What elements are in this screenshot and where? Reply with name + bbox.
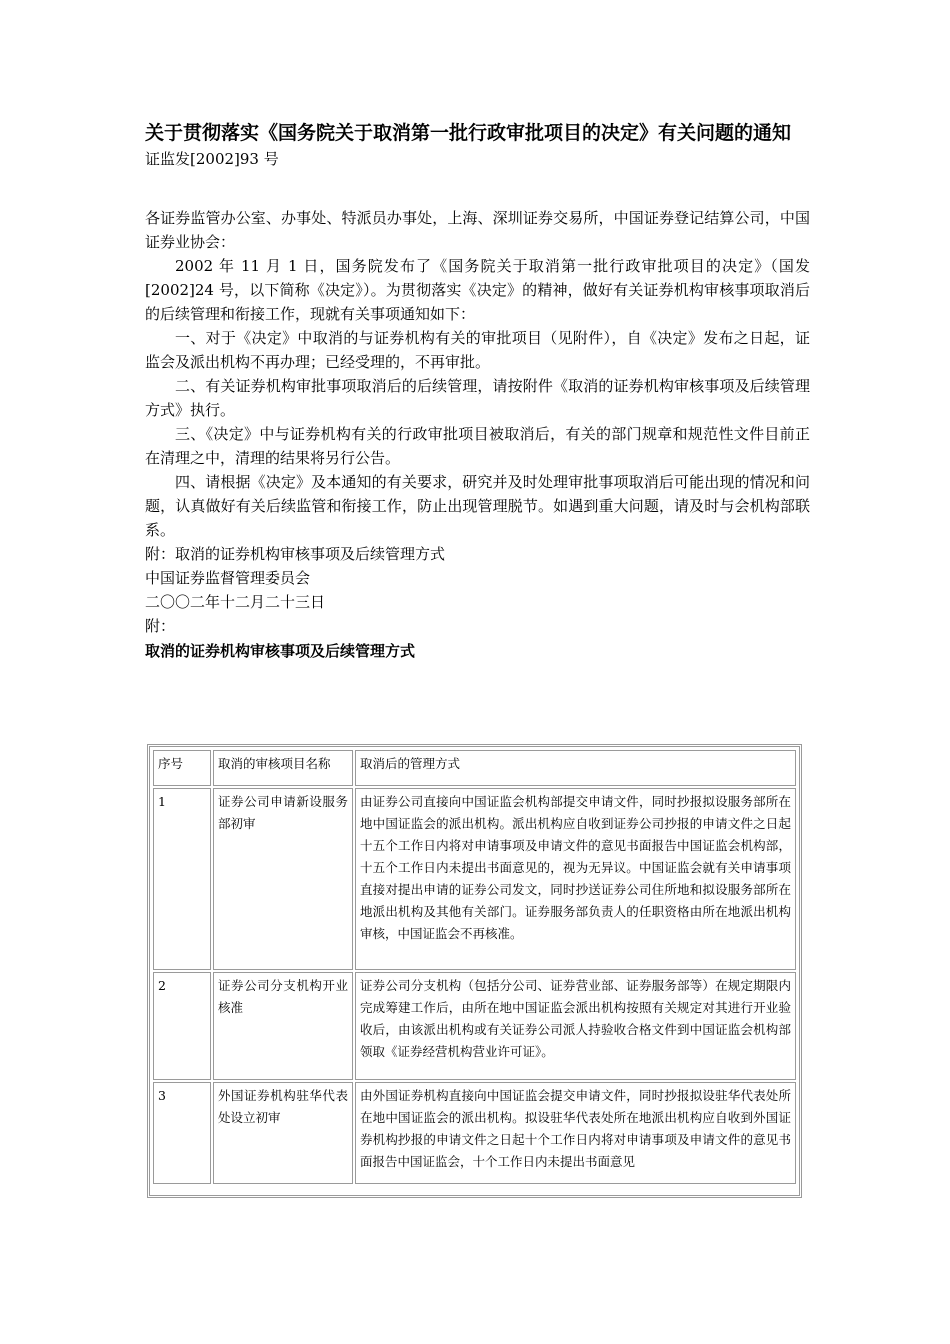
row-item-name: 证券公司分支机构开业核准 [213,972,353,1080]
addressee: 各证券监管办公室、办事处、特派员办事处，上海、深圳证券交易所，中国证券登记结算公司，中国证券业协会： [145,209,810,251]
row-management-method-cell [355,1082,796,1184]
row-number: 3 [153,1082,211,1184]
issue-date: 二〇〇二年十二月二十三日 [145,593,326,611]
header-item-name: 取消的审核项目名称 [213,750,353,786]
row-management-method: 由证券公司直接向中国证监会机构部提交申请文件，同时抄报拟设服务部所在地中国证监会的派出机构。派出机构应自收到证券公司抄报的申请文件之日起十五个工作日内将对申请事项及申请文件的意见书面报告中国证监会机构部，十五个工作日内未提出书面意见的，视为无异议。中国证监会就有关申请事项直接对提出申请的证券公司发文，同时抄送证券公司住所地和拟设服务部所在地派出机构及其他有关部门。证券服务部负责人的任职资格由所在地派出机构审核，中国证监会不再核准。 [355,788,796,970]
document-title: 关于贯彻落实《国务院关于取消第一批行政审批项目的决定》有关问题的通知 [145,122,792,144]
table-row [153,972,796,1080]
appendix-table [147,744,802,1198]
table-row [153,788,796,970]
paragraph-item-1: 一、对于《决定》中取消的与证券机构有关的审批项目（见附件），自《决定》发布之日起，证监会及派出机构不再办理；已经受理的，不再审批。 [145,329,810,371]
document-number: 证监发[2002]93 号 [145,150,279,168]
row-item-name: 证券公司申请新设服务部初审 [213,788,353,970]
header-number: 序号 [153,750,211,786]
row-number: 2 [153,972,211,1080]
table-row [153,1082,796,1184]
row-item-name: 外国证券机构驻华代表处设立初审 [213,1082,353,1184]
table-header-row [153,750,796,786]
appendix-title: 取消的证券机构审核事项及后续管理方式 [145,642,416,660]
issuer: 中国证券监督管理委员会 [145,569,311,587]
row-management-method: 证券公司分支机构（包括分公司、证券营业部、证券服务部等）在规定期限内完成筹建工作后，由所在地中国证监会派出机构按照有关规定对其进行开业验收后，由该派出机构或有关证券公司派人持验收合格文件到中国证监会机构部领取《证券经营机构营业许可证》。 [355,972,796,1080]
paragraph-item-4: 四、请根据《决定》及本通知的有关要求，研究并及时处理审批事项取消后可能出现的情况和问题，认真做好有关后续监管和衔接工作，防止出现管理脱节。如遇到重大问题，请及时与会机构部联系。 [145,473,810,539]
document-page [145,120,810,664]
paragraph-item-2: 二、有关证券机构审批事项取消后的后续管理，请按附件《取消的证券机构审核事项及后续管理方式》执行。 [145,377,810,419]
header-management-method: 取消后的管理方式 [355,750,796,786]
paragraph-intro: 2002 年 11 月 1 日，国务院发布了《国务院关于取消第一批行政审批项目的决定》（国发[2002]24 号，以下简称《决定》）。为贯彻落实《决定》的精神，做好有关证券机构审核事项取消后的后续管理和衔接工作，现就有关事项通知如下： [145,257,810,323]
paragraph-item-3: 三、《决定》中与证券机构有关的行政审批项目被取消后，有关的部门规章和规范性文件目前正在清理之中，清理的结果将另行公告。 [145,425,810,467]
appendix-label: 附： [145,617,176,635]
row-number: 1 [153,788,211,970]
row-management-method: 由外国证券机构直接向中国证监会提交申请文件，同时抄报拟设驻华代表处所在地中国证监会的派出机构。拟设驻华代表处所在地派出机构应自收到外国证券机构抄报的申请文件之日起十个工作日内将对申请事项及申请文件的意见书面报告中国证监会，十个工作日内未提出书面意见 [360,1088,791,1169]
attachment-note: 附：取消的证券机构审核事项及后续管理方式 [145,545,446,563]
